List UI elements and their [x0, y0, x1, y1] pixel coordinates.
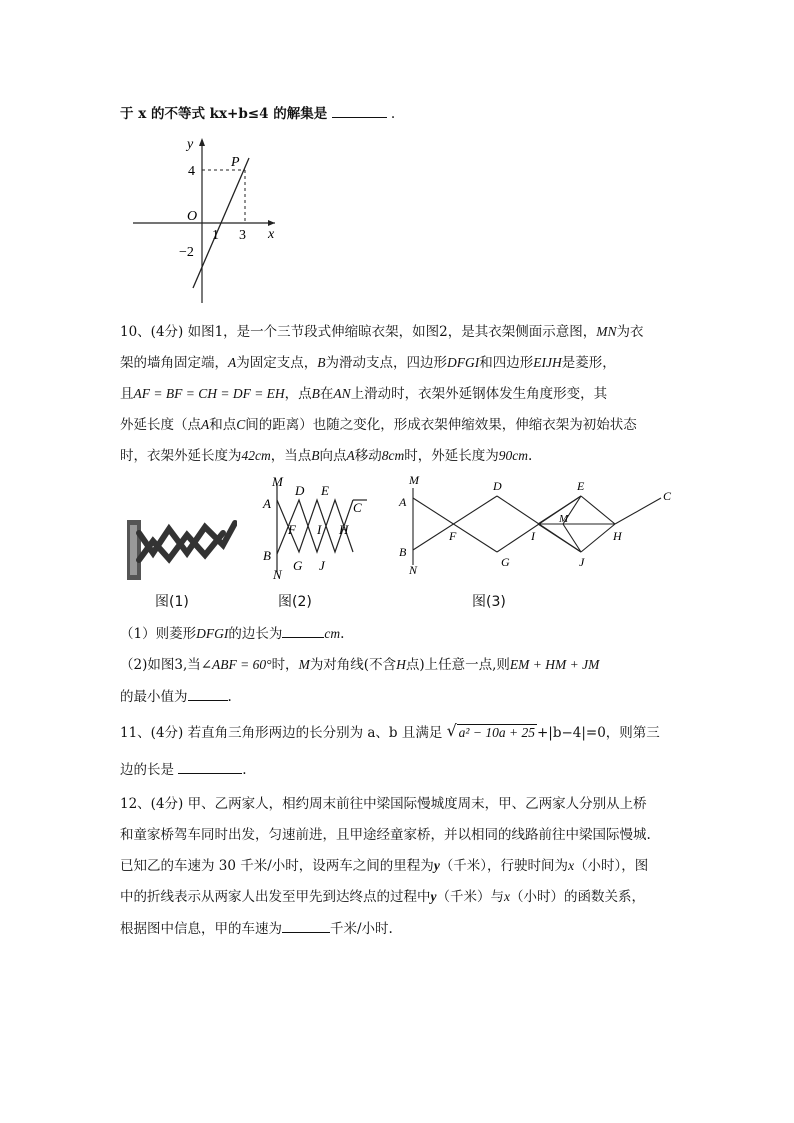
q10-text: 在	[319, 386, 334, 402]
fig3-A: A	[399, 495, 407, 509]
q10-dfgi: DFGI	[196, 626, 229, 641]
q10-text: 间的距离）也随之变化，形成衣架伸缩效果，伸缩衣架为初始状态	[245, 417, 637, 433]
tick-1: 1	[212, 228, 219, 243]
fig2-H: H	[339, 522, 349, 537]
q10-a: A	[346, 448, 355, 463]
q10-text: 上滑动时，衣架外延钢体发生角度形变，其	[350, 386, 608, 402]
q10-part-2b	[120, 687, 232, 706]
q12-text: 千米/小时.	[330, 921, 393, 937]
q12-line-3	[120, 857, 648, 875]
q10-text: .	[528, 448, 533, 464]
q12-text: 根据图中信息，甲的车速为	[120, 921, 282, 937]
q12-text: （千米），行驶时间为	[439, 858, 569, 874]
figure-1-label: 图(1)	[155, 594, 189, 610]
q12-line-5	[120, 919, 393, 938]
fig3-E: E	[577, 479, 585, 493]
fig3-F: F	[449, 529, 457, 543]
rack-arms	[139, 523, 235, 560]
fig2-A: A	[263, 496, 271, 511]
fig2-I: I	[317, 522, 322, 537]
q10-part2-blank[interactable]	[188, 687, 228, 701]
fig2-B: B	[263, 548, 271, 563]
sqrt-radicand: a² − 10a + 25	[458, 725, 535, 740]
fig3-M-top: M	[409, 473, 419, 487]
q10-part2-text: （2)如图3,当	[120, 657, 201, 673]
q9-answer-blank[interactable]	[332, 104, 387, 118]
q12-var-y: y	[430, 889, 437, 904]
q10-an: AN	[333, 386, 351, 401]
fig2-J: J	[319, 558, 325, 573]
q10-text: 为固定支点，	[236, 355, 318, 371]
q11-text: +|b−4|=0，则第三	[536, 725, 660, 741]
q10-a: A	[228, 355, 237, 370]
q10-part1-text: 的边长为	[228, 626, 283, 642]
q12-text: 中的折线表示从两家人出发至甲先到达终点的过程中	[120, 889, 431, 905]
sqrt-expression	[446, 721, 537, 742]
q10-length: 90cm	[498, 448, 528, 463]
q10-a: A	[201, 417, 210, 432]
fig2-N: N	[273, 567, 282, 582]
q11-line-2	[120, 760, 247, 779]
fig3-C: C	[663, 489, 672, 503]
q10-dfgi: DFGI	[447, 355, 480, 370]
q10-b: B	[311, 448, 320, 463]
fig3-J: J	[579, 555, 585, 569]
fig3-I: I	[531, 529, 535, 543]
q10-b: B	[311, 386, 320, 401]
fig3-G: G	[501, 555, 510, 569]
q12-text: 已知乙的车速为 30 千米/小时，设两车之间的里程为	[120, 858, 434, 874]
q10-part1-blank[interactable]	[282, 624, 324, 638]
q12-var-x: x	[504, 889, 510, 904]
q10-text: 和四边形	[479, 355, 534, 371]
q12-answer-blank[interactable]	[282, 919, 330, 933]
q10-text: 且	[120, 386, 134, 402]
sqrt-sign: √	[446, 721, 457, 740]
q10-text: 是菱形，	[561, 355, 616, 371]
origin-label: O	[187, 209, 198, 224]
q10-text: ，当点	[270, 448, 312, 464]
q10-text: 10、(4分) 如图1，是一个三节段式伸缩晾衣架，如图2，是其衣架侧面示意图，	[120, 324, 597, 340]
q12-var-x: x	[568, 858, 575, 873]
figure-3-label: 图(3)	[472, 594, 506, 610]
q10-text: 外延长度（点	[120, 417, 201, 433]
q10-part2-text: 为对角线(不含	[309, 657, 397, 673]
q10-text: 为衣	[616, 324, 644, 340]
q10-text: ，点	[284, 386, 312, 402]
q10-part-1	[120, 624, 344, 643]
tick-4: 4	[188, 164, 195, 179]
q10-part1-text: （1）则菱形	[120, 626, 197, 642]
q10-m: M	[298, 657, 310, 672]
q12-var-y: y	[433, 858, 440, 873]
q11-line-1	[120, 721, 660, 742]
q9-graph	[125, 128, 290, 308]
q10-line-4	[120, 416, 637, 434]
q10-c: C	[236, 417, 246, 432]
fig2-G: G	[293, 558, 303, 573]
q10-mn: MN	[596, 324, 617, 339]
q10-unit: cm	[324, 626, 341, 641]
fig3-D: D	[493, 479, 502, 493]
fig3-H: H	[613, 529, 622, 543]
q10-part2-text: 点)上任意一点,则	[405, 657, 510, 673]
fig2-M: M	[272, 474, 283, 489]
figure-1-photo	[125, 505, 237, 585]
q12-text: （小时）的函数关系，	[510, 889, 645, 905]
fig3-N: N	[409, 563, 418, 577]
q12-line-1	[120, 795, 647, 813]
q10-part2-text: 时，	[271, 657, 299, 673]
q10-line-3	[120, 385, 607, 403]
fig2-C: C	[353, 500, 362, 515]
q10-angle: ∠ABF = 60°	[200, 657, 272, 672]
q10-equation: AF = BF = CH = DF = EH	[133, 386, 285, 401]
q9-period: .	[390, 106, 396, 122]
q10-text: 向点	[319, 448, 347, 464]
q10-text: 架的墙角固定端，	[120, 355, 228, 371]
y-label: y	[187, 137, 194, 152]
q11-text: 边的长是	[120, 762, 174, 778]
point-p-label: P	[231, 155, 240, 170]
tick-neg2: −2	[179, 245, 194, 260]
q10-line-5	[120, 447, 532, 465]
q10-part2-text: 的最小值为	[120, 689, 188, 705]
q10-part2-text: .	[227, 689, 232, 705]
fig3-B: B	[399, 545, 407, 559]
q10-line-2	[120, 354, 616, 372]
q10-length: 42cm	[241, 448, 271, 463]
q10-b: B	[317, 355, 326, 370]
q11-text: .	[242, 762, 247, 778]
q11-answer-blank[interactable]	[178, 760, 242, 774]
q10-text: 和点	[209, 417, 237, 433]
x-label: x	[268, 227, 275, 242]
q12-line-2	[120, 826, 651, 844]
fig2-E: E	[321, 483, 329, 498]
x-axis-arrow	[268, 220, 275, 226]
q10-h: H	[396, 657, 406, 672]
y-axis-arrow	[199, 138, 205, 146]
q10-length: 8cm	[381, 448, 405, 463]
q10-text: 移动	[354, 448, 382, 464]
figure-3-diagram	[393, 470, 683, 582]
q10-part1-text: .	[340, 626, 345, 642]
fig2-D: D	[295, 483, 305, 498]
q12-text: 和童家桥驾车同时出发，匀速前进，且甲途经童家桥，并以相同的线路前往中梁国际慢城.	[120, 827, 651, 843]
q12-text: （小时），图	[574, 858, 649, 874]
q10-part-2	[120, 656, 599, 674]
q10-text: 时，外延长度为	[404, 448, 499, 464]
fig3-M-mid: M	[559, 513, 569, 525]
figure-2-diagram	[255, 472, 375, 584]
figure-2-label: 图(2)	[278, 594, 312, 610]
q12-text: 12、(4分) 甲、乙两家人，相约周末前往中梁国际慢城度周末，甲、乙两家人分别从上桥	[120, 796, 647, 812]
q10-text: 时，衣架外延长度为	[120, 448, 242, 464]
q9-text	[120, 104, 395, 123]
q10-text: 为滑动支点，四边形	[325, 355, 447, 371]
q9-prompt: 于 x 的不等式 kx+b≤4 的解集是	[120, 106, 328, 122]
tick-3: 3	[239, 228, 246, 243]
q10-line-1	[120, 323, 644, 341]
q12-line-4	[120, 888, 645, 906]
q10-eijh: EIJH	[533, 355, 562, 370]
wall-mount-inner	[130, 525, 137, 575]
q11-text: 11、(4分) 若直角三角形两边的长分别为 a、b 且满足	[120, 725, 443, 741]
fig2-F: F	[288, 522, 296, 537]
q12-text: （千米）与	[436, 889, 504, 905]
q10-expression: EM + HM + JM	[509, 657, 600, 672]
